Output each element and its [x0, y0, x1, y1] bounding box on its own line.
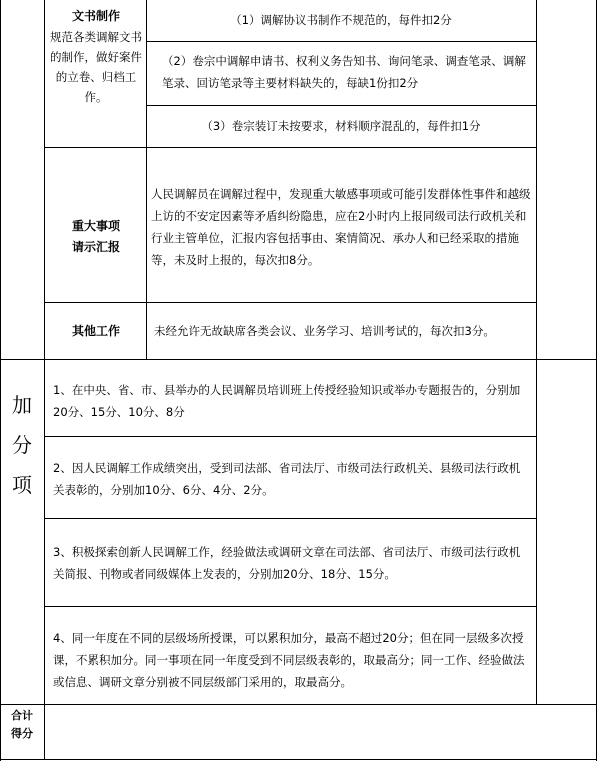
- jiafen-item-4: 4、同一年度在不同的层级场所授课，可以累积加分，最高不超过20分；但在同一层级多次授课，不累积加分。同一事项在同一年度受到不同层级表彰的，取最高分；同一工作、经验做法或信息、调研文章分别被不同层级部门采用的，取最高分。: [53, 631, 525, 689]
- jiafen-item-2: 2、因人民调解工作成绩突出，受到司法部、省司法厅、市级司法行政机关、县级司法行政机关表彰的，分别加10分、6分、4分、2分。: [53, 461, 521, 497]
- table-border-bottom: [0, 759, 597, 760]
- jiafen-label-2: 分: [12, 433, 32, 457]
- jiafen-item-1: 1、在中央、省、市、县举办的人民调解员培训班上传授经验知识或举办专题报告的，分别加20分、15分、10分、8分: [53, 383, 521, 419]
- row-line-d: [44, 302, 536, 303]
- heji-value-cell[interactable]: [45, 705, 596, 759]
- row-line-a: [146, 41, 536, 42]
- row-line-b: [146, 105, 536, 106]
- col-line-jiafen: [44, 359, 45, 760]
- wenshu-item-3: （3）卷宗装订未按要求，材料顺序混乱的，每件扣1分: [201, 119, 481, 133]
- wenshu-item-1: （1）调解协议书制作不规范的，每件扣2分: [230, 13, 452, 27]
- jiafen-item-3: 3、积极探索创新人民调解工作，经验做法或调研文章在司法部、省司法厅、市级司法行政机关简报、刊物或者同级媒体上发表的，分别加20分、18分、15分。: [53, 545, 521, 581]
- row-line-h: [44, 606, 536, 607]
- heji-label-line1: 合计: [11, 709, 33, 722]
- qita-title: 其他工作: [71, 324, 120, 338]
- wenshu-desc: 规范各类调解文书的制作，做好案件的立卷、归档工作。: [50, 30, 142, 104]
- wenshu-title: 文书制作: [71, 9, 120, 23]
- jiafen-label-3: 项: [12, 473, 32, 497]
- row-line-g: [44, 518, 536, 519]
- zhongda-rule: 人民调解员在调解过程中，发现重大敏感事项或可能引发群体性事件和越级上访的不安定因素等矛盾纠纷隐患，应在2小时内上报同级司法行政机关和行业主管单位，汇报内容包括事由、案情简况、承办人和已经采取的措施等，未及时上报的，每次扣8分。: [151, 187, 531, 267]
- zhongda-title-line1: 重大事项: [71, 219, 120, 233]
- row-line-c: [44, 147, 536, 148]
- col-line-2: [146, 0, 147, 359]
- row-line-f: [44, 436, 536, 437]
- heji-label-line2: 得分: [11, 727, 33, 740]
- table-border-left: [0, 0, 1, 761]
- col-line-1: [44, 0, 45, 359]
- table-border-right: [596, 0, 597, 761]
- jiafen-label-1: 加: [12, 393, 32, 417]
- wenshu-item-2: （2）卷宗中调解申请书、权利义务告知书、询问笔录、调查笔录、调解笔录、回访笔录等主要材料缺失的，每缺1份扣2分: [162, 54, 526, 90]
- qita-rule: 未经允许无故缺席各类会议、业务学习、培训考试的，每次扣3分。: [154, 324, 495, 338]
- col-line-3: [536, 0, 537, 704]
- zhongda-title-line2: 请示汇报: [71, 240, 120, 254]
- row-line-e: [0, 359, 597, 360]
